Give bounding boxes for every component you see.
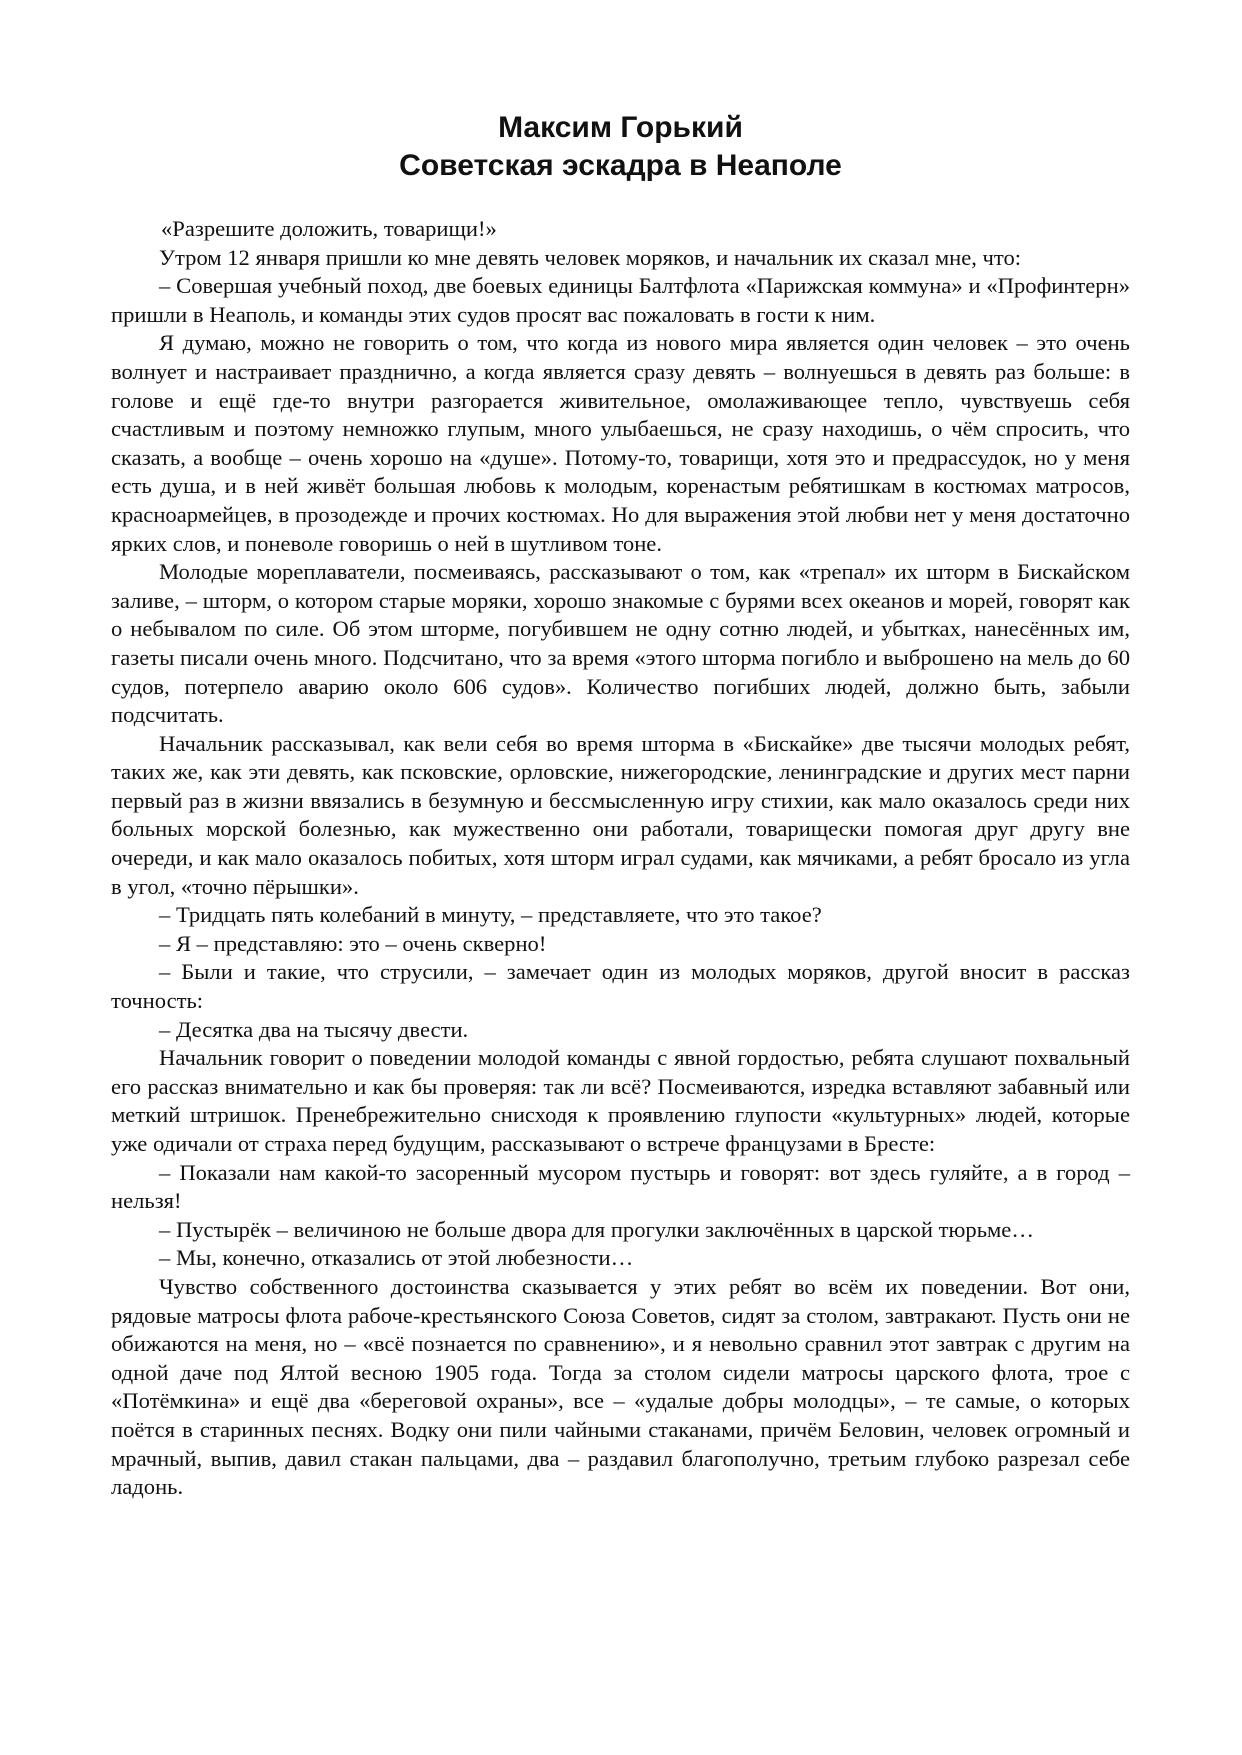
document-page [111,109,1130,1502]
paragraph: Начальник говорит о поведении молодой команды с явной гордостью, ребята слушают похвальный его рассказ внимательно и как бы проверяя: так ли всё? Посмеиваются, изредка вставляют забавный или меткий штришок. Пренебрежительно снисходя к проявлению глупости «культурных» людей, которые уже одичали от страха перед будущим, рассказывают о встрече французами в Бресте: [111,1045,1130,1156]
title-block [111,109,1130,185]
paragraph: – Десятка два на тысячу двести. [159,1016,469,1042]
paragraph: – Совершая учебный поход, две боевых единицы Балтфлота «Парижская коммуна» и «Профинтерн» пришли в Неаполь, и команды этих судов просят вас пожаловать в гости к ним. [111,273,1130,327]
paragraph: Чувство собственного достоинства сказывается у этих ребят во всём их поведении. Вот они, рядовые матросы флота рабоче-крестьянского Союза Советов, сидят за столом, завтракают. Пусть они не обижаются на меня, но – «всё познается по сравнению», и я невольно сравнил этот завтрак с другим на одной даче под Ялтой весною 1905 года. Тогда за столом сидели матросы царского флота, трое с «Потёмкина» и ещё два «береговой охраны», все – «удалые добры молодцы», – те самые, о которых поётся в старинных песнях. Водку они пили чайными стаканами, причём Беловин, человек огромный и мрачный, выпив, давил стакан пальцами, два – раздавил благополучно, третьим глубоко разрезал себе ладонь. [111,1273,1130,1500]
paragraph: Молодые мореплаватели, посмеиваясь, рассказывают о том, как «трепал» их шторм в Бискайском заливе, – шторм, о котором старые моряки, хорошо знакомые с бурями всех океанов и морей, говорят как о небывалом по силе. Об этом шторме, погубившем не одну сотню людей, и убытках, нанесённых им, газеты писали очень много. Подсчитано, что за время «этого шторма погибло и выброшено на мель до 60 судов, потерпело аварию около 606 судов». Количество погибших людей, должно быть, забыли подсчитать. [111,559,1130,728]
paragraph: – Я – представляю: это – очень скверно! [159,930,547,956]
body-text [111,215,1130,1502]
paragraph: – Показали нам какой-то засоренный мусором пустырь и говорят: вот здесь гуляйте, а в город – нельзя! [111,1159,1130,1214]
paragraph: Начальник рассказывал, как вели себя во время шторма в «Бискайке» две тысячи молодых ребят, таких же, как эти девять, как псковские, орловские, нижегородские, ленинградские и других мест парни первый раз в жизни ввязались в безумную и бессмысленную игру стихии, как мало оказалось среди них больных морской болезнью, как мужественно они работали, товарищески помогая друг другу вне очереди, и как мало оказалось побитых, хотя шторм играл судами, как мячиками, а ребят бросало из угла в угол, «точно пёрышки». [111,730,1130,899]
epigraph: «Разрешите доложить, товарищи!» [161,216,497,241]
paragraph: – Были и такие, что струсили, – замечает один из молодых моряков, другой вносит в рассказ точность: [111,959,1130,1014]
paragraph: – Тридцать пять колебаний в минуту, – представляете, что это такое? [159,902,822,928]
paragraph: – Мы, конечно, отказались от этой любезности… [159,1245,634,1271]
paragraph: Утром 12 января пришли ко мне девять человек моряков, и начальник их сказал мне, что: [159,244,1022,270]
document-title: Советская эскадра в Неаполе [399,149,842,182]
paragraph: – Пустырёк – величиною не больше двора для прогулки заключённых в царской тюрьме… [159,1216,1034,1242]
author-name: Максим Горький [498,111,743,144]
paragraph: Я думаю, можно не говорить о том, что когда из нового мира является один человек – это очень волнует и настраивает празднично, а когда является сразу девять – волнуешься в девять раз больше: в голове и ещё где-то внутри разгорается живительное, омолаживающее тепло, чувствуешь себя счастливым и поэтому немножко глупым, много улыбаешься, не сразу находишь, о чём спросить, что сказать, а вообще – очень хорошо на «душе». Потому-то, товарищи, хотя это и предрассудок, но у меня есть душа, и в ней живёт большая любовь к молодым, коренастым ребятишкам в костюмах матросов, красноармейцев, в прозодежде и прочих костюмах. Но для выражения этой любви нет у меня достаточно ярких слов, и поневоле говоришь о ней в шутливом тоне. [111,330,1130,556]
